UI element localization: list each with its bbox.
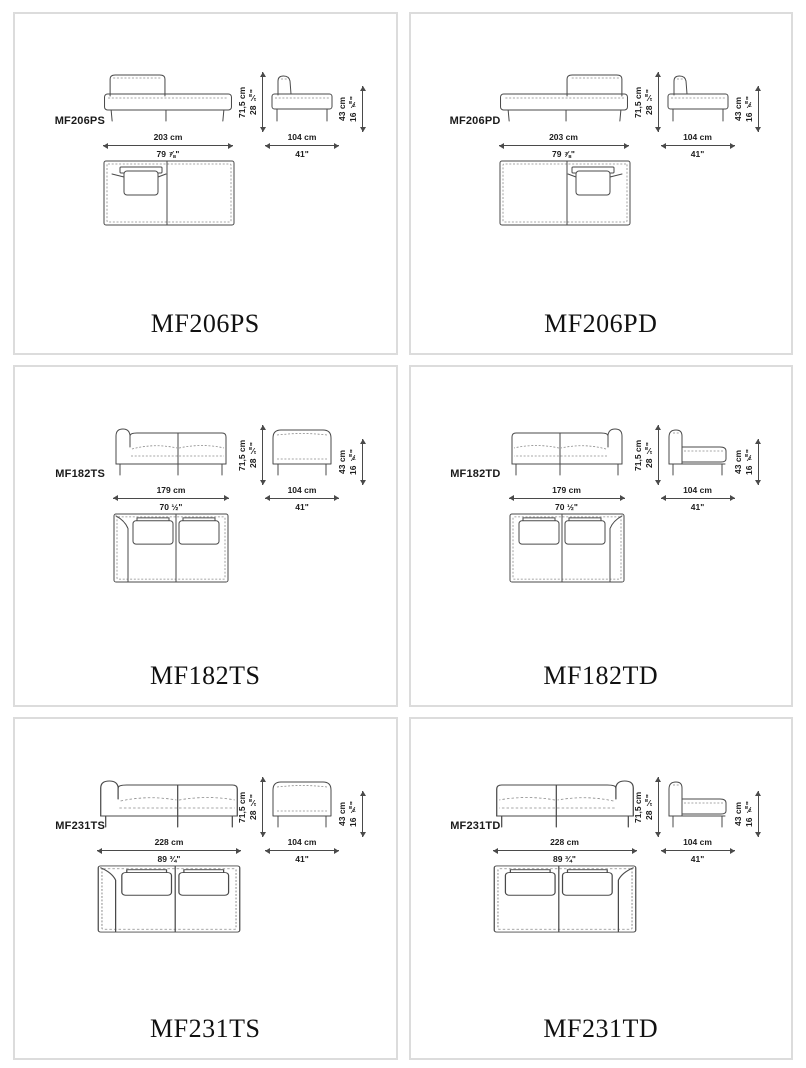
seat-height-dimension (337, 439, 366, 485)
model-panel-mf182ts (13, 365, 398, 708)
depth-in-value: 41" (295, 854, 309, 865)
seat-cm-value: 43 cm (732, 802, 743, 827)
model-panel-mf182td (409, 365, 794, 708)
dimension-arrow (359, 791, 366, 837)
front-elevation-drawing (97, 779, 241, 837)
front-elevation-drawing (493, 779, 637, 837)
dimension-arrow (655, 72, 662, 132)
overall-height-dimension (237, 72, 266, 132)
model-panel-mf206pd (409, 12, 794, 355)
side-elevation-drawing (665, 74, 731, 132)
plan-view-drawing (509, 513, 625, 583)
width-cm-value: 228 cm (550, 837, 579, 848)
width-in-value: 89 ¾" (553, 854, 576, 865)
dimension-arrow (97, 847, 241, 854)
dimension-arrow (259, 777, 266, 837)
width-in-value: 89 ¾" (157, 854, 181, 865)
depth-in-value: 41" (295, 149, 309, 159)
depth-dimension (265, 837, 339, 864)
seat-height-dimension (733, 439, 762, 485)
model-code-label: MF206PD (449, 115, 501, 127)
dimension-arrow (755, 439, 762, 485)
overall-width-dimension (97, 837, 241, 864)
front-elevation-drawing (103, 74, 233, 132)
dimension-arrow (265, 142, 339, 149)
seat-height-dimension (337, 86, 366, 132)
overall-height-dimension (633, 72, 662, 132)
dimension-arrow (359, 439, 366, 485)
depth-dimension (661, 485, 735, 512)
model-panel-mf231ts (13, 717, 398, 1060)
height-in-value: 28 ⅛" (643, 794, 654, 821)
width-in-value: 70 ½" (555, 501, 578, 512)
height-cm-value: 71,5 cm (632, 86, 643, 118)
seat-in-value: 16 ⅞" (743, 448, 754, 475)
depth-cm-value: 104 cm (287, 132, 317, 142)
dimension-arrow (755, 791, 762, 837)
front-elevation-drawing (113, 427, 229, 485)
height-cm-value: 71,5 cm (632, 791, 643, 823)
depth-in-value: 41" (295, 501, 309, 512)
dimension-arrow (755, 86, 762, 132)
width-cm-value: 228 cm (154, 837, 184, 848)
seat-height-dimension (733, 86, 762, 132)
seat-cm-value: 43 cm (337, 96, 347, 122)
dimension-arrow (113, 495, 229, 502)
seat-in-value: 16 ⅞" (743, 96, 754, 122)
depth-dimension (265, 132, 339, 159)
plan-view-drawing (113, 513, 229, 583)
seat-cm-value: 43 cm (732, 96, 743, 122)
dimension-arrow (493, 847, 637, 854)
depth-cm-value: 104 cm (683, 484, 712, 495)
seat-cm-value: 43 cm (337, 449, 347, 474)
dimension-arrow (655, 425, 662, 485)
height-cm-value: 71,5 cm (237, 86, 247, 118)
model-code-label: MF182TS (55, 467, 105, 480)
dimension-arrow (103, 142, 233, 149)
width-in-value: 79 ⅞" (156, 149, 180, 159)
model-panel-mf231td (409, 717, 794, 1060)
model-caption: MF182TS (150, 661, 261, 691)
model-caption: MF231TD (543, 1013, 659, 1043)
depth-dimension (661, 837, 735, 864)
dimension-arrow (359, 86, 366, 132)
model-code-label: MF231TS (55, 820, 105, 833)
overall-height-dimension (633, 777, 662, 837)
side-elevation-drawing (269, 427, 335, 485)
dimension-arrow (259, 425, 266, 485)
plan-view-drawing (97, 865, 241, 933)
depth-in-value: 41" (690, 501, 705, 512)
seat-in-value: 16 ⅞" (348, 448, 358, 475)
overall-width-dimension (103, 132, 233, 159)
seat-in-value: 16 ⅞" (743, 801, 754, 828)
height-cm-value: 71,5 cm (237, 791, 247, 823)
plan-view-drawing (493, 865, 637, 933)
dimension-arrow (499, 142, 629, 149)
side-elevation-drawing (269, 779, 335, 837)
depth-in-value: 41" (690, 854, 705, 865)
height-in-value: 28 ⅛" (643, 89, 654, 115)
height-in-value: 28 ⅛" (248, 89, 258, 115)
width-cm-value: 179 cm (552, 484, 581, 495)
depth-in-value: 41" (690, 149, 705, 159)
dimension-arrow (265, 495, 339, 502)
seat-cm-value: 43 cm (337, 802, 347, 827)
dimension-arrow (661, 847, 735, 854)
width-in-value: 79 ⅞" (552, 149, 575, 159)
depth-dimension (661, 132, 735, 159)
dimension-arrow (655, 777, 662, 837)
model-caption: MF231TS (150, 1013, 261, 1043)
width-cm-value: 179 cm (156, 484, 186, 495)
model-caption: MF182TD (543, 661, 659, 691)
overall-height-dimension (633, 425, 662, 485)
height-in-value: 28 ⅛" (248, 441, 258, 468)
depth-cm-value: 104 cm (287, 837, 317, 848)
side-elevation-drawing (269, 74, 335, 132)
plan-view-drawing (103, 160, 235, 226)
dimension-arrow (259, 72, 266, 132)
overall-height-dimension (237, 425, 266, 485)
side-elevation-drawing (665, 779, 731, 837)
seat-in-value: 16 ⅞" (348, 801, 358, 828)
height-in-value: 28 ⅛" (643, 441, 654, 468)
overall-width-dimension (113, 485, 229, 512)
front-elevation-drawing (499, 74, 629, 132)
plan-view-drawing (499, 160, 631, 226)
width-in-value: 70 ½" (159, 501, 183, 512)
depth-cm-value: 104 cm (683, 837, 712, 848)
overall-width-dimension (499, 132, 629, 159)
dimension-arrow (509, 495, 625, 502)
seat-height-dimension (337, 791, 366, 837)
height-in-value: 28 ⅛" (248, 794, 258, 821)
dimension-arrow (661, 142, 735, 149)
overall-width-dimension (493, 837, 637, 864)
depth-dimension (265, 485, 339, 512)
model-caption: MF206PS (150, 308, 260, 338)
model-caption: MF206PD (544, 308, 658, 338)
seat-cm-value: 43 cm (732, 449, 743, 474)
depth-cm-value: 104 cm (287, 484, 317, 495)
dimension-arrow (661, 495, 735, 502)
model-code-label: MF206PS (54, 115, 105, 127)
dimension-arrow (265, 847, 339, 854)
model-code-label: MF182TD (450, 467, 501, 480)
depth-cm-value: 104 cm (683, 132, 712, 142)
model-code-label: MF231TD (450, 820, 501, 833)
width-cm-value: 203 cm (549, 132, 578, 142)
front-elevation-drawing (509, 427, 625, 485)
side-elevation-drawing (665, 427, 731, 485)
seat-in-value: 16 ⅞" (348, 96, 358, 122)
model-panel-mf206ps (13, 12, 398, 355)
seat-height-dimension (733, 791, 762, 837)
overall-height-dimension (237, 777, 266, 837)
width-cm-value: 203 cm (153, 132, 183, 142)
overall-width-dimension (509, 485, 625, 512)
height-cm-value: 71,5 cm (632, 439, 643, 471)
height-cm-value: 71,5 cm (237, 439, 247, 471)
